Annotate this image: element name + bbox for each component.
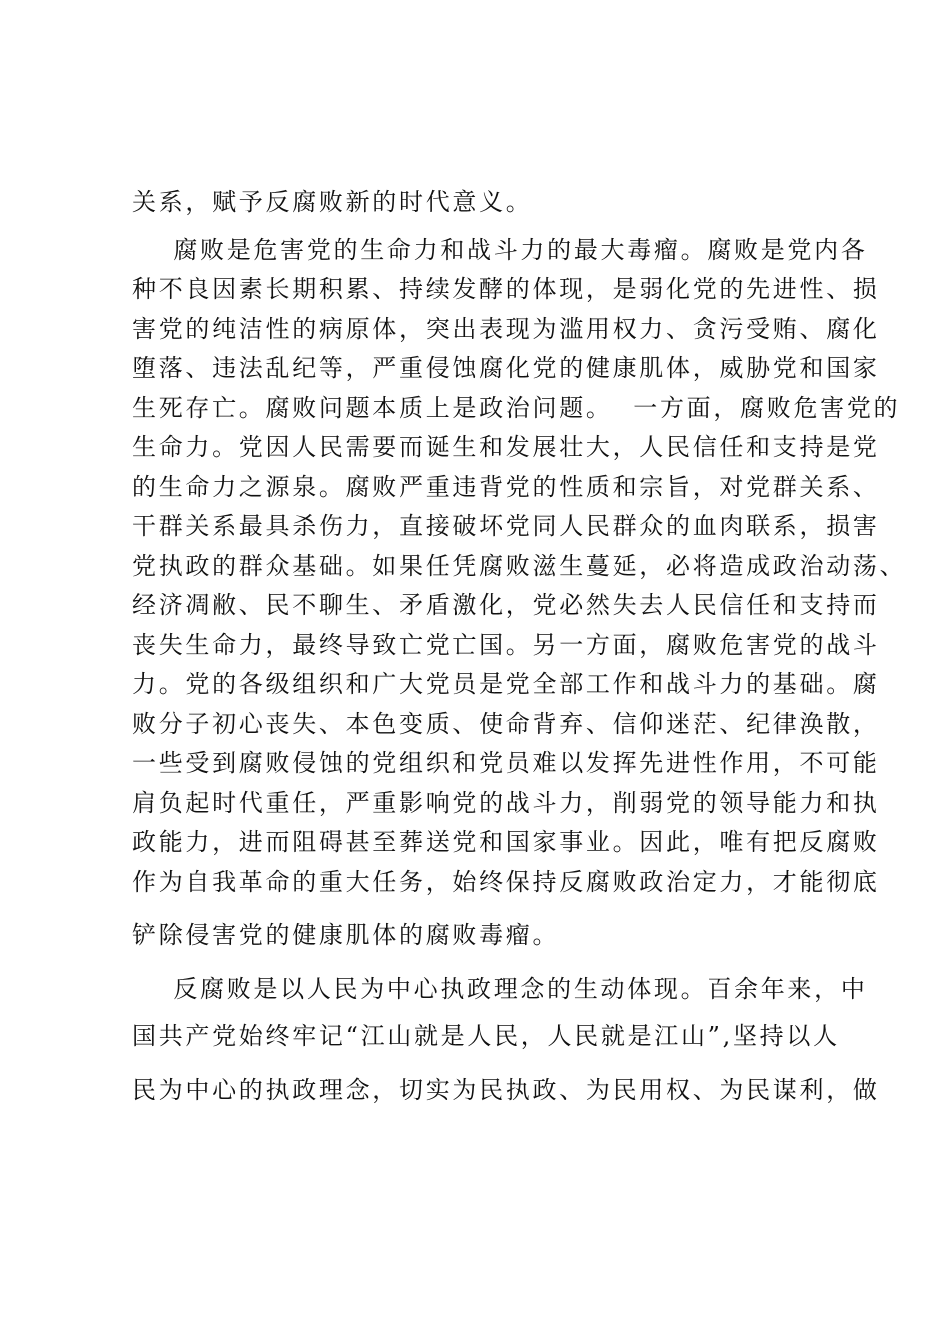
text-line: 的生命力之源泉。腐败严重违背党的性质和宗旨，对党群关系、 [132,472,880,501]
text-line: 铲除侵害党的健康肌体的腐败毒瘤。 [132,921,560,949]
text-line: 政能力，进而阻碍甚至葬送党和国家事业。因此，唯有把反腐败 [132,828,880,856]
text-line: 生死存亡。腐败问题本质上是政治问题。 一方面，腐败危害党的 [132,393,901,422]
text-line: 党执政的群众基础。如果任凭腐败滋生蔓延，必将造成政治动荡、 [132,551,907,580]
text-line: 堕落、违法乱纪等，严重侵蚀腐化党的健康肌体，威胁党和国家 [132,354,880,382]
paragraph-gap [132,956,840,970]
text-line: 种不良因素长期积累、持续发酵的体现，是弱化党的先进性、损 [132,275,880,303]
text-line: 一些受到腐败侵蚀的党组织和党员难以发挥先进性作用，不可能 [132,749,880,777]
text-line: 肩负起时代重任，严重影响党的战斗力，削弱党的领导能力和执 [132,788,880,817]
text-line: 败分子初心丧失、本色变质、使命背弃、信仰迷茫、纪律涣散， [132,709,880,738]
text-line: 民为中心的执政理念，切实为民执政、为民用权、为民谋利，做 [132,1075,880,1104]
text-line: 经济凋敝、民不聊生、矛盾激化，党必然失去人民信任和支持而 [132,591,880,619]
text-line: 丧失生命力，最终导致亡党亡国。另一方面，腐败危害党的战斗 [132,630,880,659]
text-line: 国共产党始终牢记“江山就是人民，人民就是江山”,坚持以人 [132,1022,840,1050]
line-gap [132,902,840,916]
text-line: 腐败是危害党的生命力和战斗力的最大毒瘤。腐败是党内各 [132,235,868,264]
text-line: 害党的纯洁性的病原体，突出表现为滥用权力、贪污受贿、腐化 [132,314,880,343]
line-gap [132,1057,840,1071]
text-line: 生命力。党因人民需要而诞生和发展壮大，人民信任和支持是党 [132,433,880,461]
text-line: 力。党的各级组织和广大党员是党全部工作和战斗力的基础。腐 [132,670,880,698]
text-line: 作为自我革命的重大任务，始终保持反腐败政治定力，才能彻底 [132,867,880,896]
document-body [132,183,907,1110]
line-gap [132,1009,840,1017]
text-line: 关系，赋予反腐败新的时代意义。 [132,188,533,216]
text-line: 干群关系最具杀伤力，直接破坏党同人民群众的血肉联系，损害 [132,512,880,540]
text-line: 反腐败是以人民为中心执政理念的生动体现。百余年来，中 [132,974,868,1003]
paragraph-gap [132,223,840,231]
